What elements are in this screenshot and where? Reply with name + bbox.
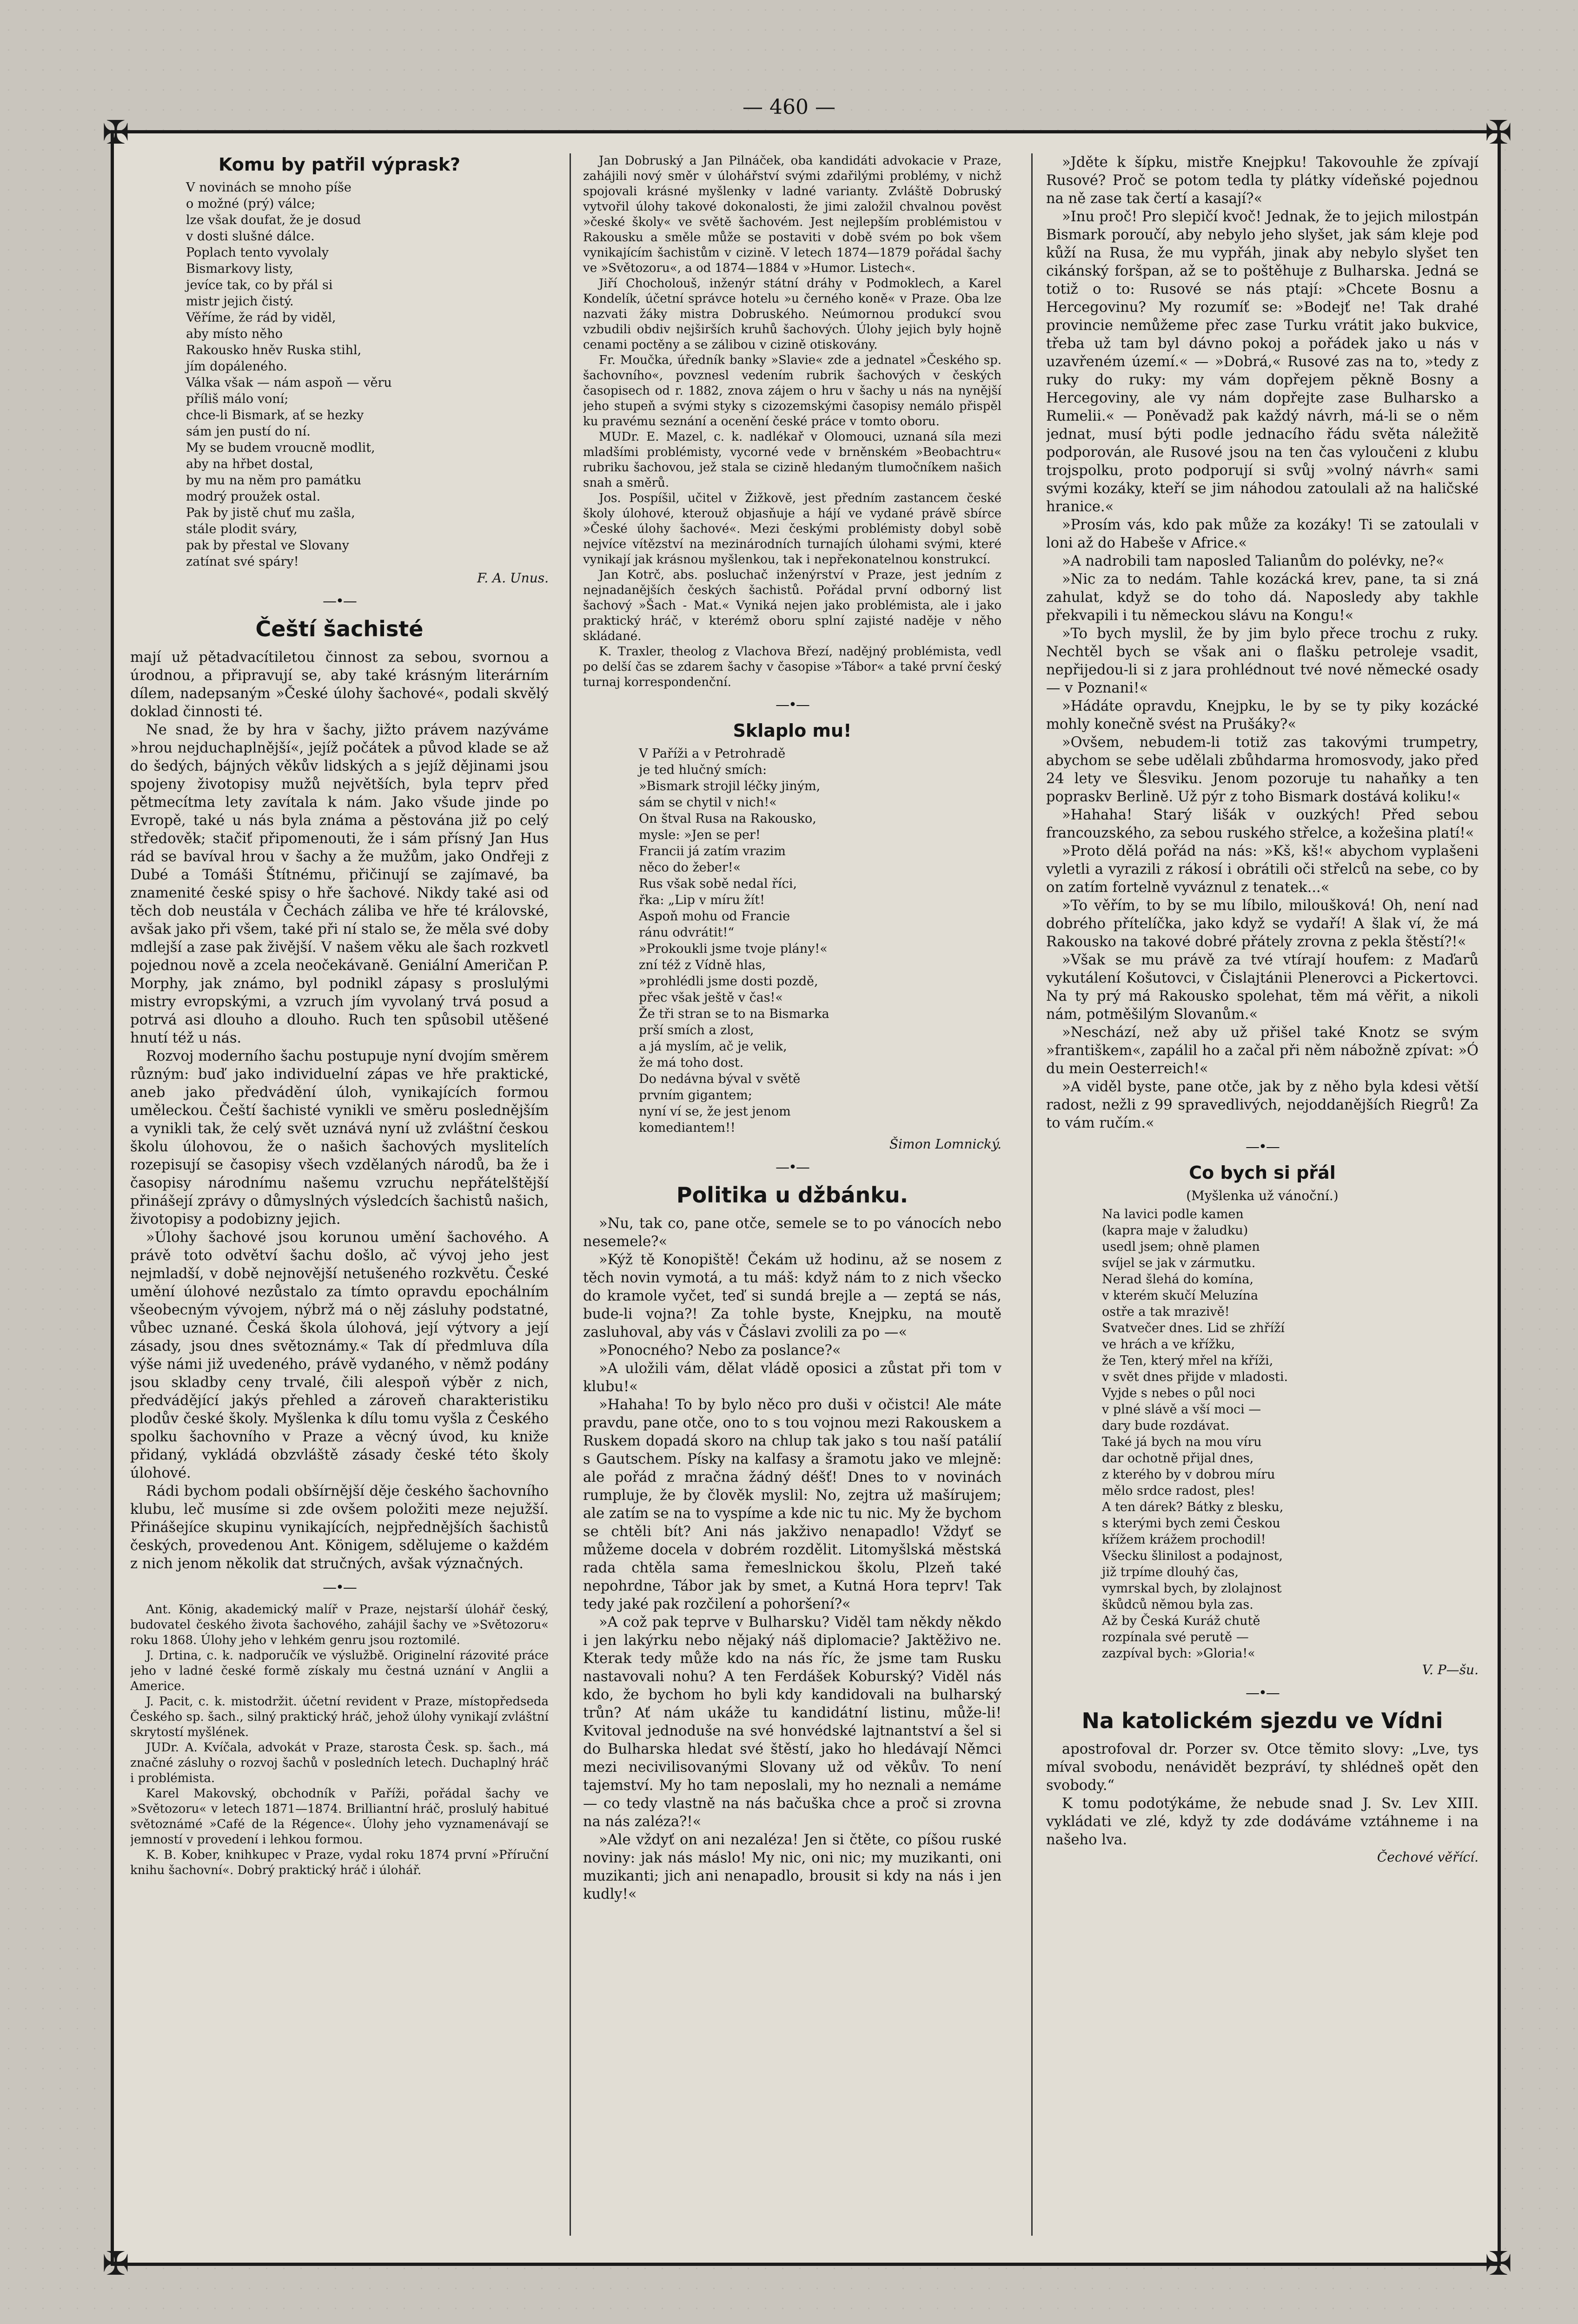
paragraph: »Prosím vás, kdo pak může za kozáky! Ti se zatoulali v loni až do Habeše v Africe.« bbox=[1046, 517, 1479, 551]
poem-line: Poplach tento vyvolaly bbox=[186, 245, 329, 260]
paragraph: Karel Makovský, obchodník v Paříži, pořádal šachy ve »Světozoru« v letech 1871—1874. Brilliantní hráč, proslulý habitué světoznámé »Café de la Régence«. Úlohy jeho vyznamenávají se jemností v provedení i lehkou formou. bbox=[130, 1787, 549, 1847]
paragraph: Ne snad, že by hra v šachy, jižto právem nazýváme »hrou nejduchaplnější«, jejíž počátek a původ klade se až do šedých, bájných věkův lidských a s jejíž dějinami jsou spojeny životopisy mužů největších, byla teprv před pětmecítma lety zavítala k nám. Jako všude jinde po Evropě, také u nás byla známa a pěstována již po celý středověk; stačiť připomenouti, že i sám přísný Jan Hus rád se bavíval hrou v šachy a že mužům, jako Ondřeji z Dubé a Tomáši Štítnému, přičinují se zajímavé, ba znamenité české spisy o hře šachové. Nikdy také asi od těch dob neustála v Čechách záliba ve hře té královské, avšak jako při všem, také při ní stalo se, že měla své doby mdlejší a zase pak živější. V našem věku ale šach rozkvetl pojednou nově a zcela neočekávaně. Geniální Američan P. Morphy, jak známo, byl podnikl zápasy s proslulými mistry evropskými, a vzruch jím vyvolaný trvá posud a potrvá asi dlouho a dlouho. Ruch ten spůsobil utěšené hnutí též u nás. bbox=[130, 722, 549, 1046]
paragraph: »Hádáte opravdu, Knejpku, le by se ty piky kozácké mohly konečně svést na Prušáky?« bbox=[1046, 698, 1479, 733]
separator: —•— bbox=[323, 1579, 356, 1596]
poem-line: V Paříži a v Petrohradě bbox=[639, 746, 786, 761]
paragraph: K. Traxler, theolog z Vlachova Březí, nadějný problémista, vedl po delší čas se zdarem šachy v časopise »Tábor« a také první český turnaj korrespondenční. bbox=[583, 645, 1001, 689]
poem-line: Francii já zatím vrazim bbox=[639, 844, 786, 858]
poem-line: jím dopáleného. bbox=[186, 359, 287, 374]
article-title: Politika u džbánku. bbox=[676, 1182, 908, 1208]
column-1 bbox=[130, 153, 549, 2236]
poem-line: rozpínala své perutě — bbox=[1102, 1630, 1249, 1644]
poem-line: Také já bych na mou víru bbox=[1102, 1435, 1262, 1449]
paragraph: »To bych myslil, že by jim bylo přece trochu z ruky. Nechtěl bych se však ani o flašku petroleje vsadit, nepřijedou-li si z jara prohlédnout tvé nové německé osady — v Poznani!« bbox=[1046, 626, 1479, 696]
poem-line: z kterého by v dobrou míru bbox=[1102, 1467, 1275, 1482]
poem-subtitle: (Myšlenka už vánoční.) bbox=[1186, 1188, 1339, 1203]
poem-author: V. P—šu. bbox=[1422, 1662, 1479, 1677]
poem-line: V novinách se mnoho píše bbox=[186, 180, 351, 195]
paragraph: Fr. Moučka, úředník banky »Slavie« zde a jednatel »Českého sp. šachovního«, povznesl vedením rubrik šachových v českých časopisech od r. 1882, znova zájem o hru v šachy u nás na nynější jeho stupeň a svými styky s cizozemskými časopisy nemálo přispěl ku pravému seznání a ocenění české práce v tomto oboru. bbox=[583, 353, 1001, 429]
poem-line: Do nedávna býval v světě bbox=[639, 1072, 801, 1086]
poem-title: Co bych si přál bbox=[1189, 1162, 1336, 1183]
poem-line: že má toho dost. bbox=[639, 1056, 744, 1070]
poem-title: Komu by patřil výprask? bbox=[218, 154, 461, 175]
separator: —•— bbox=[1246, 1139, 1279, 1155]
poem-line: v kterém skučí Meluzína bbox=[1102, 1288, 1259, 1303]
poem-line: jevíce tak, co by přál si bbox=[186, 278, 333, 292]
poem-line: Všecku šlinilost a podajnost, bbox=[1102, 1549, 1283, 1563]
poem-line: Věříme, že rád by viděl, bbox=[186, 310, 336, 325]
page-number: — 460 — bbox=[743, 95, 835, 119]
poem-line: stále plodit sváry, bbox=[186, 522, 298, 536]
poem-line: mysle: »Jen se per! bbox=[639, 828, 761, 842]
paragraph: »Však se mu právě za tvé vtírají houfem: z Maďarů vykutálení Košutovci, v Čislajtánii Plenerovci a Pickertovci. Na ty prý má Rakousko spolehat, těm má věřit, a nikoli nám, potměšilým Slovanům.« bbox=[1046, 952, 1479, 1023]
corner-ornament-icon: ✠ bbox=[102, 113, 130, 152]
poem-line: prvním gigantem; bbox=[639, 1088, 752, 1103]
poem-line: ve hrách a ve křížku, bbox=[1102, 1337, 1235, 1352]
poem-line: Bismarkovy listy, bbox=[186, 262, 293, 276]
paragraph: J. Pacit, c. k. mistodržit. účetní revident v Praze, místopředseda Českého sp. šach., silný praktický hráč, jehož úlohy vynikají zvláštní skrytostí myšlének. bbox=[130, 1695, 549, 1739]
poem-line: dary bude rozdávat. bbox=[1102, 1419, 1230, 1433]
paragraph: J. Drtina, c. k. nadporučík ve výslužbě. Originelní rázovité práce jeho v ladné české formě získaly mu čestná uznání v Anglii a Americe. bbox=[130, 1649, 549, 1693]
article-body bbox=[583, 1215, 1001, 1903]
poem-line: Rus však sobě nedal říci, bbox=[639, 877, 797, 891]
poem-line: přec však ještě v čas!« bbox=[639, 990, 783, 1005]
poem-line: a já myslím, ač je velik, bbox=[639, 1039, 787, 1054]
paragraph: »Hahaha! Starý lišák v ouzkých! Před sebou francouzského, za sebou ruského střelce, a kožešina platí!« bbox=[1046, 807, 1479, 841]
corner-ornament-icon: ✠ bbox=[1485, 2245, 1512, 2283]
poem-line: chce-li Bismark, ať se hezky bbox=[186, 408, 364, 423]
separator: —•— bbox=[1246, 1685, 1279, 1701]
poem-line: komediantem!! bbox=[639, 1121, 736, 1135]
paragraph: JUDr. A. Kvíčala, advokát v Praze, starosta Česk. sp. šach., má značné zásluhy o rozvoj šachů v posledních letech. Duchaplný hráč i problémista. bbox=[130, 1741, 549, 1785]
article-title: Na katolickém sjezdu ve Vídni bbox=[1081, 1708, 1443, 1733]
article-body bbox=[1046, 153, 1479, 1132]
poem-line: modrý proužek ostal. bbox=[186, 489, 321, 504]
poem-line: »prohlédli jsme dosti pozdě, bbox=[639, 974, 818, 989]
poem bbox=[583, 746, 1001, 1136]
poem-line: On štval Rusa na Rakousko, bbox=[639, 812, 816, 826]
poem-line: zatínat své spáry! bbox=[186, 555, 299, 569]
poem-line: mistr jejich čistý. bbox=[186, 294, 294, 309]
corner-ornament-icon: ✠ bbox=[1485, 113, 1512, 152]
paragraph: »Ovšem, nebudem-li totiž zas takovými trumpetry, abychom se sebe udělali zbůhdarma hromosvody, jako před 24 lety ve Šlesviku. Jenom pozoruje tu nahaňky a ten popraskv Berlině. Už pýr z toho Bismark dostává koliku!« bbox=[1046, 734, 1479, 805]
paragraph: »Hahaha! To by bylo něco pro duši v očistci! Ale máte pravdu, pane otče, ono to s tou vojnou mezi Rakouskem a Ruskem dopadá skoro na chlup tak jako s tou naší patálií s Gautschem. Písky na kalfasy a šramotu jako ve mlejně: ale pořád z mračna žádný déšť! Dnes to v novinách rumpluje, že by člověk myslil: No, zejtra už mašírujem; ale zatím se na to vyspíme a kde nic tu nic. My že bychom se chtěli bít? Ani nás jakživo nenapadlo! Vždyť se můžeme docela v dobrém rozdělit. Litomyšlská městská rada chtěla sama řemeslnickou školu, Plzeň také nepohrdne, Tábor jak by smet, a Kutná Hora teprv! Tak tedy jaké pak rozčilení a pohoršení?« bbox=[583, 1397, 1001, 1612]
poem-line: svíjel se jak v zármutku. bbox=[1102, 1256, 1256, 1270]
poem-line: škůdců němou byla zas. bbox=[1102, 1598, 1253, 1612]
poem-line: příliš málo voní; bbox=[186, 392, 289, 406]
paragraph: Rozvoj moderního šachu postupuje nyní dvojím směrem různým: buď jako individuelní zápas ve hře praktické, aneb jako předvádění úloh, vynikajících formou uměleckou. Čeští šachisté vynikli ve směru poslednějším a vynikli tak, že celý svět uznává nyní už zvláštní českou školu úlohovou, že o našich šachových myslitelích rozepisují se časopisy všech vzdělaných národů, ba že i časopisy národnímu našemu vzruchu nepřátelštější přinášejí zprávy o důmyslných výsledcích šachistů našich, životopisy a podobizny jejich. bbox=[130, 1048, 549, 1228]
paragraph: »A viděl byste, pane otče, jak by z něho byla kdesi větší radost, nežli z 99 spravedlivých, nejoddanějších Riegrů! Za to vám ručím.« bbox=[1046, 1079, 1479, 1131]
poem-line: křížem krážem prochodil! bbox=[1102, 1532, 1266, 1547]
poem-line: aby místo něho bbox=[186, 327, 283, 341]
paragraph: Jan Dobruský a Jan Pilnáček, oba kandidáti advokacie v Praze, zahájili nový směr v úlohářství svými zdařilými problémy, v nichž spojovali krásné myšlenky v ladné varianty. Zvláště Dobruský vytvořil úlohy takové dokonalosti, že jimi založil chvalnou pověst »české školy« ve světě šachovém. Jest nejlepším problémistou v Rakousku a směle může se postaviti v době svém po bok všem vynikajícím šachistům v cizině. V letech 1874—1879 pořádal šachy ve »Světozoru«, a od 1874—1884 v »Humor. Listech«. bbox=[583, 154, 1001, 275]
paragraph: »Úlohy šachové jsou korunou umění šachového. A právě toto odvětví šachu došlo, ač vývoj jeho jest nejmladší, v době nejnovější netušeného rozkvětu. České umění úlohové nezůstalo za tímto opravdu epochálním všeobecným vývojem, nýbrž má o něj zásluhy podstatné, vůbec uznané. Česká škola úlohová, její výtvory a její zásady, jsou dnes světoznámy.« Tak dí předmluva díla výše námi již uvedeného, právě vydaného, v němž podány jsou skladby ceny trvalé, čili alespoň výběr z nich, předvádějící jakýs přehled a zároveň charakteristiku plodův české školy. Myšlenka k dílu tomu vyšla z Českého spolku šachovního v Praze a věcný úvod, ku kniže přidaný, vykládá obzvláště zásady české této školy úlohové. bbox=[130, 1229, 549, 1481]
poem-line: zazpíval bych: »Gloria!« bbox=[1102, 1646, 1255, 1661]
poem-line: aby na hřbet dostal, bbox=[186, 457, 313, 471]
paragraph: »Ale vždyť on ani nezaléza! Jen si čtěte, co píšou ruské noviny: jak nás máslo! My nic, oni nic; my muzikanti, oni muzikanti; jich ani nenapadlo, brousit si kdy na nás i jen kudly!« bbox=[583, 1832, 1001, 1902]
poem-author: Šimon Lomnický. bbox=[889, 1136, 1001, 1152]
paragraph: »A což pak teprve v Bulharsku? Viděl tam někdy někdo i jen lakýrku nebo nějaký náš diplomacie? Jaktěživo ne. Kterak tedy může kdo na nás říc, že jsme tam Rusku nastavovali nohu? A ten Ferdášek Koburský? Viděl nás kdo, že bychom ho byli kdy kandidovali na bulharský trůn? Ať nám ukáže tu kandidátní listinu, může-li! Kvitoval jednoduše na své honvédské lajtnantství a šel si do Bulharska hledat své štěstí, jako ho hledávají Němci mezi necivilisovanými Slovany už od věkův. To není tajemství. My ho tam neposlali, my ho neznali a nemáme — co tedy vlastně na nás bačuška chce a proč si zrovna na nás zaléza?!« bbox=[583, 1614, 1001, 1830]
separator: —•— bbox=[323, 593, 356, 609]
paragraph: mají už pětadvacítiletou činnost za sebou, svornou a úrodnou, a připravují se, aby také krásným literárním dílem, nadepsaným »České úlohy šachové«, podali skvělý doklad činnosti té. bbox=[130, 649, 549, 720]
poem-line: že Ten, který mřel na kříži, bbox=[1102, 1353, 1273, 1368]
paragraph: »Nu, tak co, pane otče, semele se to po vánocích nebo nesemele?« bbox=[583, 1215, 1001, 1250]
poem-author: F. A. Unus. bbox=[477, 570, 549, 586]
poem-line: sám se chytil v nich!« bbox=[639, 795, 777, 810]
poem-title: Sklaplo mu! bbox=[733, 720, 852, 741]
poem-line: již trpíme dlouhý čas, bbox=[1102, 1565, 1239, 1579]
column-divider bbox=[1031, 153, 1033, 2236]
poem-line: s kterými bych zemi Českou bbox=[1102, 1516, 1280, 1531]
poem-line: sám jen pustí do ní. bbox=[186, 424, 311, 439]
paragraph: »Jděte k šípku, mistře Knejpku! Takovouhle že zpívají Rusové? Proč se potom tedla ty plátky vídeňské pojednou na ně zase tak čertí a kasají?« bbox=[1046, 154, 1479, 207]
paragraph: MUDr. E. Mazel, c. k. nadlékař v Olomouci, uznaná síla mezi mladšími problémisty, vycorné vede v brněnském »Beobachtru« rubriku šachovou, jež stala se cizině hledaným tlumočníkem našich snah a směrů. bbox=[583, 430, 1001, 490]
poem-line: prší smích a zlost, bbox=[639, 1023, 754, 1037]
poem-line: (kapra maje v žaludku) bbox=[1102, 1223, 1248, 1238]
poem-line: usedl jsem; ohně plamen bbox=[1102, 1240, 1260, 1254]
signature: Čechové věřící. bbox=[1377, 1849, 1479, 1865]
poem-line: Na lavici podle kamen bbox=[1102, 1207, 1244, 1221]
poem-line: mělo srdce radost, ples! bbox=[1102, 1484, 1255, 1498]
article-body bbox=[130, 648, 549, 1573]
paragraph: K tomu podotýkáme, že nebude snad J. Sv. Lev XIII. vykládati ve zlé, když ty zde dodáváme vztáhneme i na našeho lva. bbox=[1046, 1796, 1479, 1848]
poem-line: v dosti slušné dálce. bbox=[186, 229, 315, 244]
column-divider bbox=[570, 153, 571, 2236]
paragraph: apostrofoval dr. Porzer sv. Otce těmito slovy: „Lve, tys míval svobodu, nenávidět bezpráví, ty shlédneš opět den svobody.“ bbox=[1046, 1741, 1479, 1794]
paragraph: »A uložili vám, dělat vládě oposici a zůstat při tom v klubu!« bbox=[583, 1360, 1001, 1395]
paragraph: »Nic za to nedám. Tahle kozácká krev, pane, ta si zná zahulat, když se do toho dá. Naposledy aby takhle překvapili i tu německou slávu na Kongu!« bbox=[1046, 571, 1479, 624]
poem-line: Až by Česká Kuráž chutě bbox=[1102, 1614, 1260, 1628]
paragraph: »A nadrobili tam naposled Talianům do polévky, ne?« bbox=[1062, 553, 1445, 569]
poem-line: Aspoň mohu od Francie bbox=[639, 909, 790, 924]
paragraph: »Ponocného? Nebo za poslance?« bbox=[599, 1342, 841, 1359]
poem-line: nyní ví se, že jest jenom bbox=[639, 1104, 791, 1119]
separator: —•— bbox=[776, 1159, 809, 1175]
poem-line: Vyjde s nebes o půl noci bbox=[1102, 1386, 1255, 1400]
paragraph: Jos. Pospíšil, učitel v Žižkově, jest předním zastancem české školy úlohové, kterouž objasňuje a hájí ve vydané právě sbírce »České úlohy šachové«. Mezi českými problémisty dobyl sobě nejvíce vítězství na mezinárodních turnajích úlohami svými, které vynikají jak krásnou myšlenkou, tak i nepřekonatelnou konstrukcí. bbox=[583, 491, 1001, 567]
poem-line: v svět dnes přijde v mladosti. bbox=[1102, 1370, 1288, 1384]
poem-line: vymrskal bych, by zlolajnost bbox=[1102, 1581, 1282, 1596]
poem-line: ránu odvrátit!“ bbox=[639, 925, 735, 940]
poem-line: by mu na něm pro památku bbox=[186, 473, 362, 488]
paragraph: Ant. König, akademický malíř v Praze, nejstarší úlohář český, budovatel českého života šachového, zahájil šachy ve »Světozoru« roku 1868. Úlohy jeho v lehkém genru jsou roztomilé. bbox=[130, 1603, 549, 1647]
poem-line: A ten dárek? Bátky z blesku, bbox=[1102, 1500, 1284, 1514]
bio-list bbox=[583, 153, 1001, 690]
paragraph: »To věřím, to by se mu líbilo, miloušková! Oh, není nad dobrého přítelíčka, jako když se vydaří! A šlak ví, že má Rakousko na takové dobré přátely zrovna z pekla štěstí?!« bbox=[1046, 898, 1479, 950]
poem-line: Válka však — nám aspoň — věru bbox=[186, 376, 392, 390]
poem-line: o možné (prý) válce; bbox=[186, 197, 316, 211]
column-2 bbox=[583, 153, 1001, 2236]
paragraph: »Proto dělá pořád na nás: »Kš, kš!« abychom vyplašeni vyletli a vyrazili z rákosí i obrátili oči střelců na sebe, co by on zatím fortelně vyváznul z tenatek...« bbox=[1046, 843, 1479, 896]
poem-line: dar ochotně přijal dnes, bbox=[1102, 1451, 1254, 1466]
column-3 bbox=[1046, 153, 1479, 2236]
poem-line: lze však doufat, že je dosud bbox=[186, 213, 361, 227]
paragraph: Jan Kotrč, abs. posluchač inženýrství v Praze, jest jedním z nejnadanějších českých šachistů. Pořádal první odborný list šachový »Šach - Mat.« Vyniká nejen jako problémista, ale i jako praktický hráč, v kterémž oboru splní zajisté naděje v něho skládané. bbox=[583, 568, 1001, 643]
paragraph: »Kýž tě Konopiště! Čekám už hodinu, až se nosem z těch novin vymotá, a tu máš: když nám to z nich všecko do kramole vyčet, teď si sundá brejle a — zeptá se nás, bude-li vojna?! Za tohle byste, Knejpku, na moutě zasluhoval, aby vás v Čáslavi zvolili za po —« bbox=[583, 1252, 1001, 1340]
poem bbox=[130, 179, 549, 570]
paragraph: Rádi bychom podali obšírnější děje českého šachovního klubu, leč musíme si zde ovšem položiti meze nejužší. Přinášejíce skupinu vynikajících, nejpřednějších šachistů českých, provedenou Ant. Königem, sdělujeme o každém z nich jenom několik dat stručných, avšak význačných. bbox=[130, 1483, 549, 1572]
poem-line: »Prokoukli jsme tvoje plány!« bbox=[639, 942, 828, 956]
corner-ornament-icon: ✠ bbox=[102, 2245, 130, 2283]
poem-line: v plné slávě a vší moci — bbox=[1102, 1402, 1261, 1417]
paragraph: Jiří Chocholouš, inženýr státní dráhy v Podmoklech, a Karel Kondelík, účetní správce hotelu »u černého koně« v Praze. Oba lze nazvati žáky mistra Dobruského. Neúmornou produkcí svou vzbudili obdiv nejširších kruhů šachových. Úlohy jejich byly hojně cenami poctěny a se zálibou v cizině otiskovány. bbox=[583, 277, 1001, 352]
poem-line: zní též z Vídně hlas, bbox=[639, 958, 766, 972]
poem-line: »Bismark strojil léčky jiným, bbox=[639, 779, 821, 793]
poem-line: Rakousko hněv Ruska stihl, bbox=[186, 343, 362, 357]
poem-line: Pak by jistě chuť mu zašla, bbox=[186, 506, 355, 520]
paragraph: »Inu proč! Pro slepičí kvoč! Jednak, že to jejich milostpán Bismark poroučí, aby nebylo jeho slyšet, jak sám kleje pod kůží na Rusa, že mu vypřáh, jinak aby nebylo slyšet ten cikánský foršpan, až se to poštěhuje z Bulharska. Jedná se totiž o to: Rusové se nás ptají: »Chcete Bosnu a Hercegovinu? My rozumíť se: »Bodejť ne! Tak drahé provincie nemůžeme přec zase Turku vrátit jako bukvice, třeba už tam byl dávno pokoj a pořádek jako u nás v uzavřeném území.« — »Dobrá,« Rusové zas na to, »tedy z ruky do ruky: my vám dopřejem pěkně Bosny a Hercegoviny, ale vy nám dopřejte zase Bulharsko a Rumelii.« — Poněvadž pak každý návrh, má-li se o něm jednat, musí býti podle jednacího řádu světa náležitě podporován, ale Rusové jsou na ten čas vyloučeni z klubu trojspolku, proto podporují si svůj »volný návrh« sami svými kozáky, kteří se jim náhodou zatoulali až na haličské hranice.« bbox=[1046, 209, 1479, 515]
paragraph: »Neschází, než aby už přišel také Knotz se svým »františkem«, zapálil ho a začal při něm nábožně zpívat: »Ó du mein Oesterreich!« bbox=[1046, 1024, 1479, 1077]
article-body bbox=[1046, 1740, 1479, 1849]
poem-line: Že tři stran se to na Bismarka bbox=[639, 1007, 829, 1021]
poem-line: ostře a tak mrazivě! bbox=[1102, 1305, 1230, 1319]
poem-line: My se budem vroucně modlit, bbox=[186, 441, 375, 455]
bio-list bbox=[130, 1602, 549, 1878]
poem-line: něco do žeber!« bbox=[639, 860, 741, 875]
poem-line: je ted hlučný smích: bbox=[639, 763, 767, 777]
separator: —•— bbox=[776, 697, 809, 713]
poem-line: pak by přestal ve Slovany bbox=[186, 538, 349, 553]
article-title: Čeští šachisté bbox=[255, 616, 424, 641]
poem-line: Nerad šlehá do komína, bbox=[1102, 1272, 1254, 1287]
poem-line: řka: „Lip v míru žít! bbox=[639, 893, 765, 907]
paragraph: K. B. Kober, knihkupec v Praze, vydal roku 1874 první »Příruční knihu šachovní«. Dobrý praktický hráč i úlohář. bbox=[130, 1848, 549, 1877]
poem bbox=[1046, 1206, 1479, 1662]
poem-line: Svatvečer dnes. Lid se zhříží bbox=[1102, 1321, 1285, 1335]
